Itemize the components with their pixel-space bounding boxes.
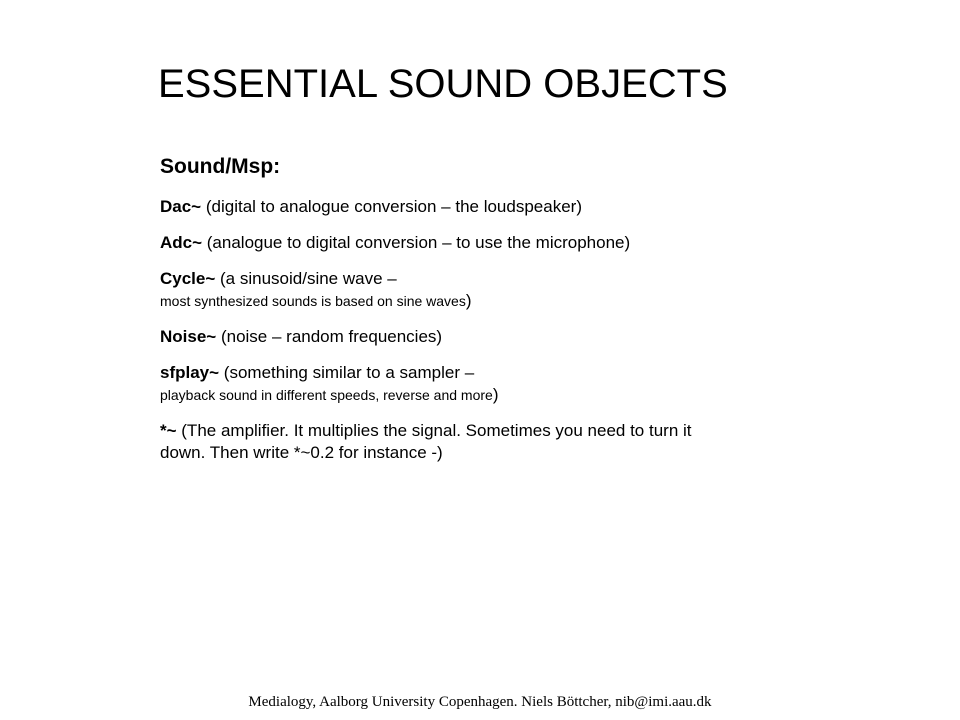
list-item-noise [160,326,720,348]
item-close: ) [492,385,499,405]
item-term: sfplay~ [160,363,220,383]
section-heading: Sound/Msp: [160,155,281,178]
footer-credit: Medialogy, Aalborg University Copenhagen. Niels Böttcher, nib@imi.aau.dk [248,694,712,710]
item-description: (digital to analogue conversion – the loudspeaker) [201,197,582,217]
item-term: Noise~ [160,327,217,347]
list-item-sfplay [160,362,720,406]
slide-title: ESSENTIAL SOUND OBJECTS [158,62,728,106]
item-description: (analogue to digital conversion – to use the microphone) [202,233,631,253]
item-description: (something similar to a sampler – [219,363,475,383]
item-term: *~ [160,421,177,441]
item-description: (noise – random frequencies) [216,327,443,347]
list-item-cycle [160,268,720,312]
item-term: Dac~ [160,197,202,217]
item-term: Cycle~ [160,269,216,289]
list-item-dac [160,196,720,218]
item-description: (a sinusoid/sine wave – [215,269,397,289]
list-item-amplifier [160,420,720,464]
item-detail: playback sound in different speeds, reverse and more [160,387,493,404]
item-detail: most synthesized sounds is based on sine waves [160,293,466,310]
list-item-adc [160,232,720,254]
item-close: ) [465,291,472,311]
item-description: (The amplifier. It multiplies the signal. Sometimes you need to turn it down. Then write *~0.2 for instance -) [160,421,692,463]
slide-content [160,154,720,478]
item-term: Adc~ [160,233,203,253]
